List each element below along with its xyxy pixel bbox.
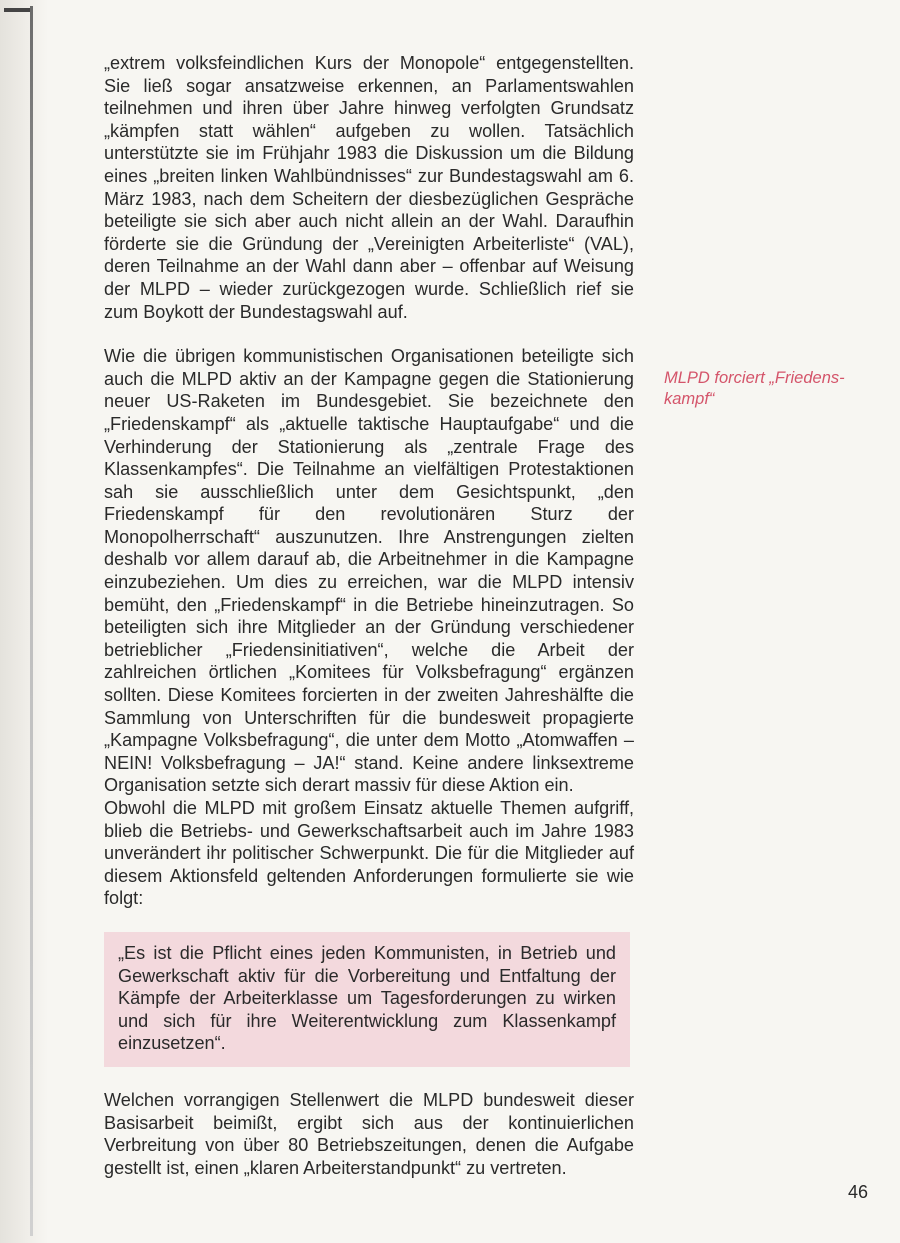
binding-edge-line <box>30 6 33 1236</box>
paragraph-3: Obwohl die MLPD mit großem Einsatz aktuelle Themen aufgriff, blieb die Betriebs- und Gewerkschaftsarbeit auch im Jahre 1983 unverändert ihr politischer Schwerpunkt. Die für die Mitglieder auf diesem Aktionsfeld geltenden Anforderungen formulierte sie wie folgt: <box>104 798 634 909</box>
margin-note: MLPD forciert „Friedenskampf“ <box>664 369 845 408</box>
corner-mark <box>4 8 30 12</box>
quote-text: „Es ist die Pflicht eines jeden Kommunisten, in Betrieb und Gewerkschaft aktiv für die Vorbereitung und Entfaltung der Kämpfe der Arbeiterklasse um Tagesforderungen zu wirken und sich für ihre Weiterentwicklung zum Klassenkampf einzusetzen“. <box>118 942 616 1054</box>
page-binding-shadow <box>0 0 48 1243</box>
page-number: 46 <box>848 1182 869 1202</box>
highlighted-quote-box <box>104 932 630 1067</box>
paragraph-2: Wie die übrigen kommunistischen Organisationen beteiligte sich auch die MLPD aktiv an der Kampagne gegen die Stationierung neuer US-Raketen im Bundesgebiet. Sie bezeichnete den „Friedenskampf“ als „aktuelle taktische Hauptaufgabe“ und die Verhinderung der Stationierung als „zentrale Frage des Klassenkampfes“. Die Teilnahme an vielfältigen Protestaktionen sah sie ausschließlich unter dem Gesichtspunkt, „den Friedenskampf für den revolutionären Sturz der Monopolherrschaft“ auszunutzen. Ihre Anstrengungen zielten deshalb vor allem darauf ab, die Arbeitnehmer in die Kampagne einzubeziehen. Um dies zu erreichen, war die MLPD intensiv bemüht, den „Friedenskampf“ in die Betriebe hineinzutragen. So beteiligten sich ihre Mitglieder an der Gründung verschiedener betrieblicher „Friedensinitiativen“, welche die Arbeit der zahlreichen örtlichen „Komitees für Volksbefragung“ ergänzen sollten. Diese Komitees forcierten in der zweiten Jahreshälfte die Sammlung von Unterschriften für die bundesweit propagierte „Kampagne Volksbefragung“, die unter dem Motto „Atomwaffen – NEIN! Volksbefragung – JA!“ stand. Keine andere linksextreme Organisation setzte sich derart massiv für diese Aktion ein. <box>104 346 634 796</box>
main-text-column <box>104 52 634 1179</box>
paragraph-4: Welchen vorrangigen Stellenwert die MLPD bundesweit dieser Basisarbeit beimißt, ergibt sich aus der kontinuierlichen Verbreitung von über 80 Betriebszeitungen, denen die Aufgabe gestellt ist, einen „klaren Arbeiterstandpunkt“ zu vertreten. <box>104 1089 634 1178</box>
paragraph-1: „extrem volksfeindlichen Kurs der Monopole“ entgegenstellten. Sie ließ sogar ansatzweise erkennen, an Parlamentswahlen teilnehmen und ihren über Jahre hinweg verfolgten Grundsatz „kämpfen statt wählen“ aufgeben zu wollen. Tatsächlich unterstützte sie im Frühjahr 1983 die Diskussion um die Bildung eines „breiten linken Wahlbündnisses“ zur Bundestagswahl am 6. März 1983, nach dem Scheitern der diesbezüglichen Gespräche beteiligte sie sich aber auch nicht allein an der Wahl. Daraufhin förderte sie die Gründung der „Vereinigten Arbeiterliste“ (VAL), deren Teilnahme an der Wahl dann aber – offenbar auf Weisung der MLPD – wieder zurückgezogen wurde. Schließlich rief sie zum Boykott der Bundestagswahl auf. <box>104 53 634 322</box>
